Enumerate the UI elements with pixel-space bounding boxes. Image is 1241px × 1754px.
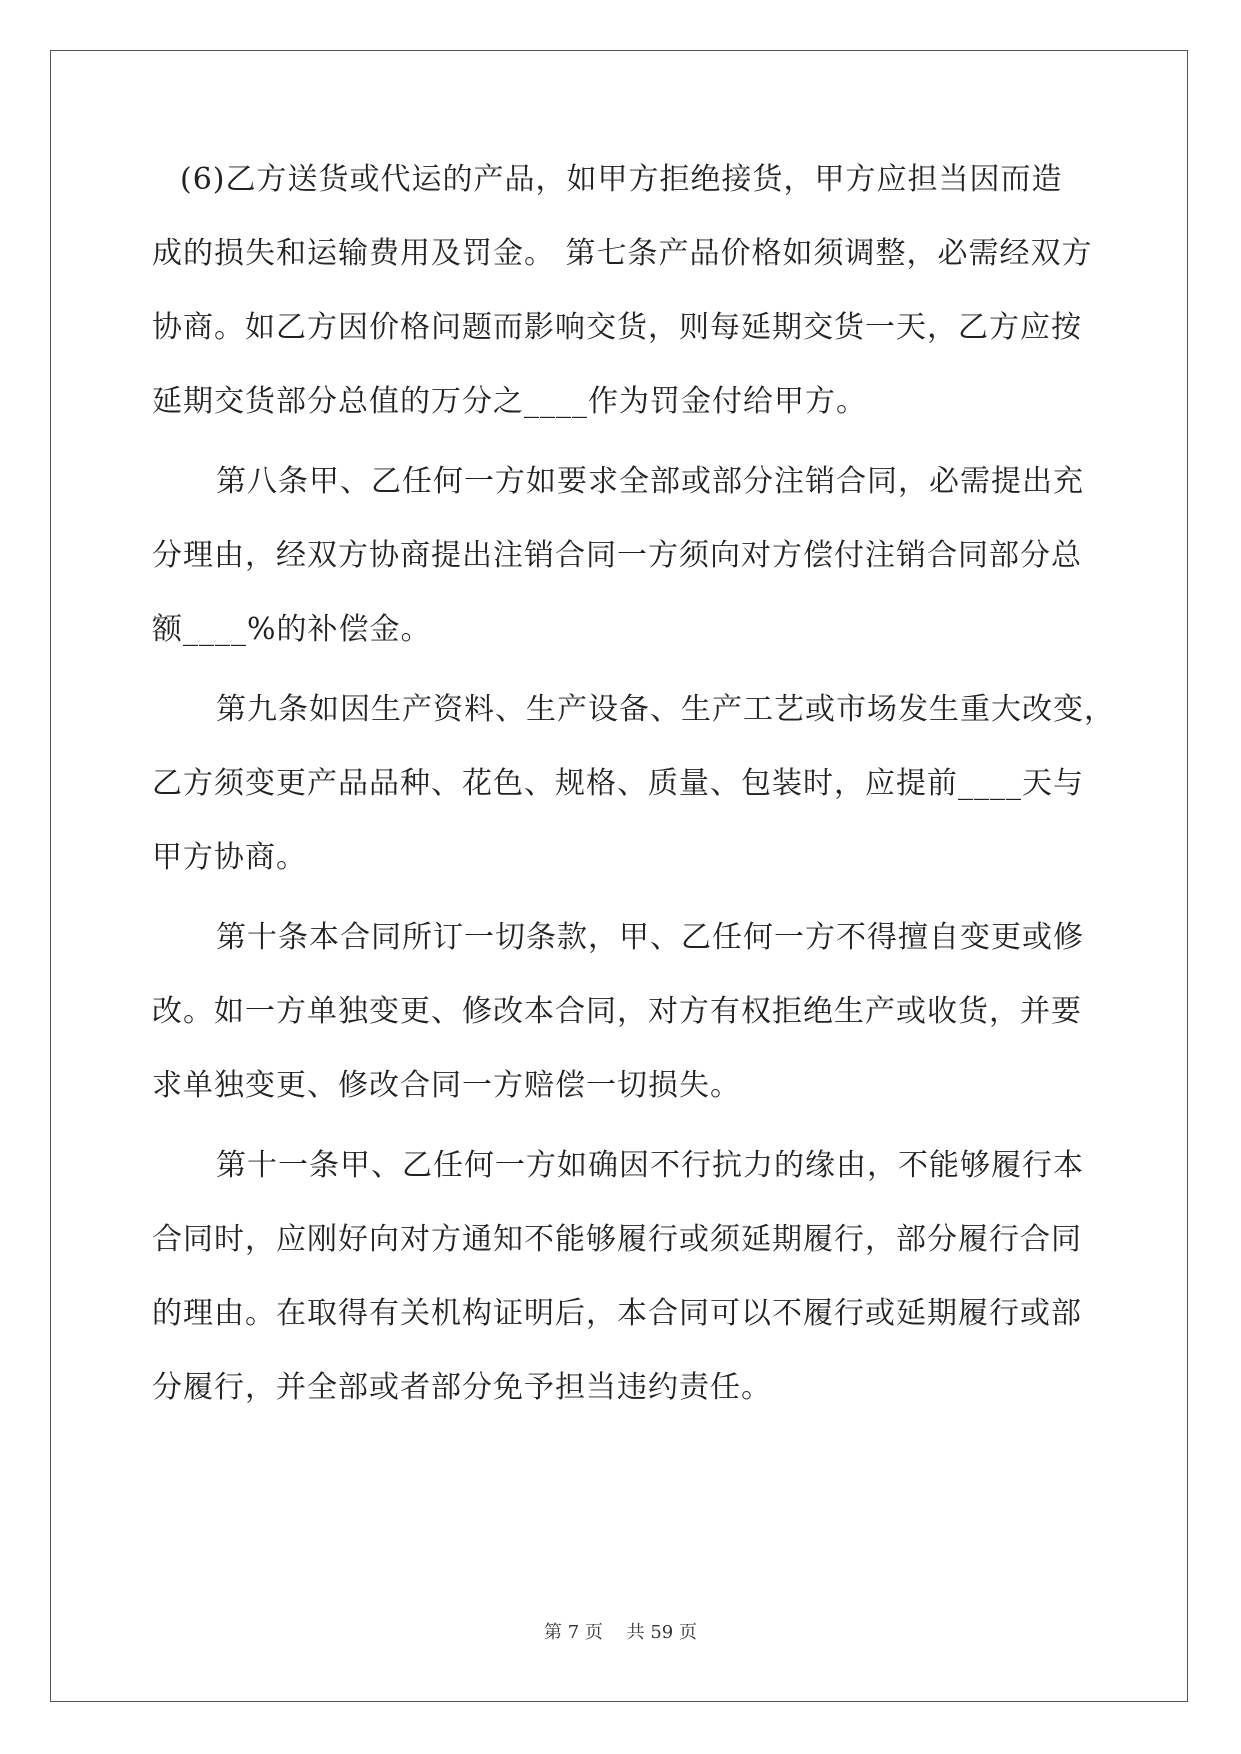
text-line: 的理由。在取得有关机构证明后，本合同可以不履行或延期履行或部 — [152, 1296, 1082, 1331]
text-line: 改。如一方单独变更、修改本合同，对方有权拒绝生产或收货，并要 — [152, 994, 1082, 1029]
text-line: (6)乙方送货或代运的产品，如甲方拒绝接货，甲方应担当因而造 — [180, 162, 1063, 197]
text-line: 分履行，并全部或者部分免予担当违约责任。 — [152, 1370, 772, 1405]
text-line: 第九条如因生产资料、生产设备、生产工艺或市场发生重大改变， — [216, 692, 1115, 727]
text-line: 乙方须变更产品品种、花色、规格、质量、包装时，应提前____天与 — [152, 766, 1084, 801]
text-line: 成的损失和运输费用及罚金。 第七条产品价格如须调整，必需经双方 — [152, 236, 1093, 271]
text-line: 第八条甲、乙任何一方如要求全部或部分注销合同，必需提出充 — [216, 464, 1084, 499]
text-line: 甲方协商。 — [152, 840, 307, 875]
text-line: 延期交货部分总值的万分之____作为罚金付给甲方。 — [152, 384, 867, 419]
text-line: 合同时，应刚好向对方通知不能够履行或须延期履行，部分履行合同 — [152, 1222, 1082, 1257]
text-line: 协商。如乙方因价格问题而影响交货，则每延期交货一天，乙方应按 — [152, 310, 1082, 345]
text-line: 第十条本合同所订一切条款，甲、乙任何一方不得擅自变更或修 — [216, 920, 1084, 955]
text-line: 额____%的补偿金。 — [152, 612, 432, 647]
text-line: 求单独变更、修改合同一方赔偿一切损失。 — [152, 1068, 741, 1103]
text-line: 分理由，经双方协商提出注销合同一方须向对方偿付注销合同部分总 — [152, 538, 1082, 573]
text-line: 第十一条甲、乙任何一方如确因不行抗力的缘由，不能够履行本 — [216, 1148, 1084, 1183]
page-number: 第 7 页 共 59 页 — [544, 1622, 697, 1643]
